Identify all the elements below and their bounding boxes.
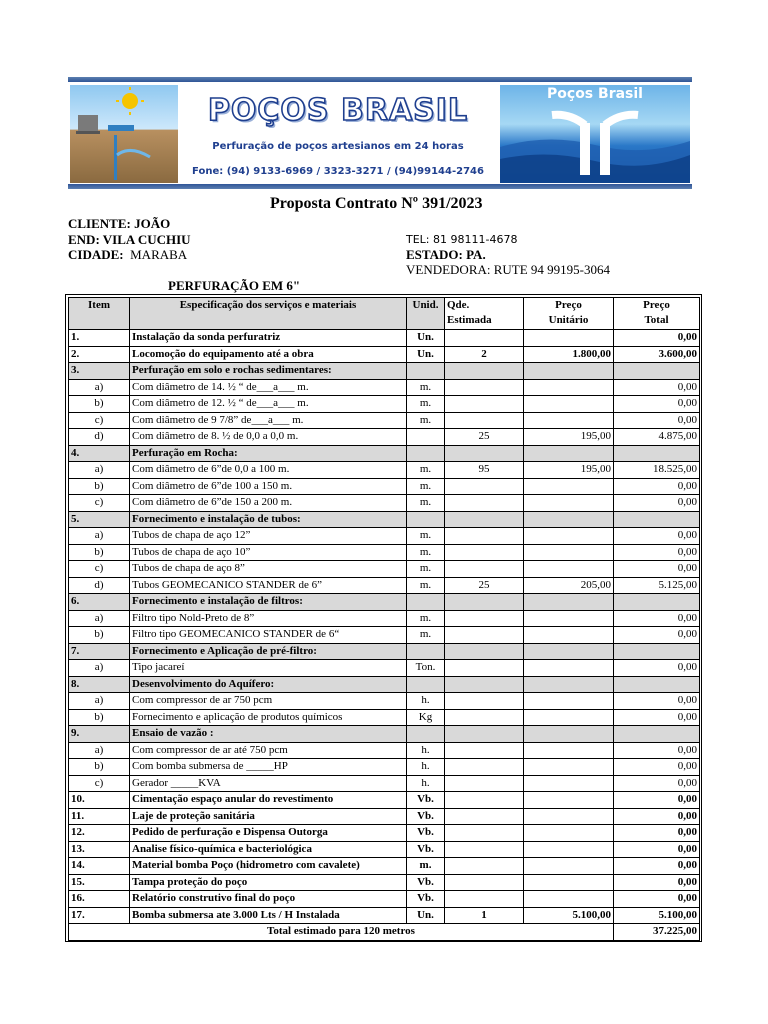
table-section-row: [69, 792, 700, 809]
row-item-number: 6.: [69, 594, 130, 611]
row-unit-price: [524, 610, 614, 627]
table-row: [69, 775, 700, 792]
client-city-value: MARABA: [130, 247, 188, 262]
row-unit: [407, 429, 445, 446]
table-row: [69, 709, 700, 726]
total-label: Total estimado para 120 metros: [69, 924, 614, 941]
row-item-number: b): [69, 544, 130, 561]
row-unit-price: [524, 825, 614, 842]
well-rig-icon: [70, 85, 178, 183]
table-row: [69, 627, 700, 644]
row-quantity: [445, 775, 524, 792]
row-unit-price: [524, 891, 614, 908]
row-quantity: [445, 858, 524, 875]
row-total-price: 0,00: [614, 610, 700, 627]
row-unit-price: [524, 742, 614, 759]
row-unit: Vb.: [407, 841, 445, 858]
row-total-price: 0,00: [614, 396, 700, 413]
row-item-number: a): [69, 660, 130, 677]
col-header-qty-line2: Estimada: [447, 314, 492, 326]
row-unit-price: [524, 594, 614, 611]
table-section-row: [69, 676, 700, 693]
row-unit-price: [524, 330, 614, 347]
table-row: [69, 412, 700, 429]
row-item-number: a): [69, 693, 130, 710]
row-unit: m.: [407, 495, 445, 512]
row-unit: [407, 726, 445, 743]
table-row: [69, 429, 700, 446]
row-item-number: b): [69, 627, 130, 644]
row-unit-price: [524, 676, 614, 693]
row-total-price: 0,00: [614, 742, 700, 759]
table-section-row: [69, 594, 700, 611]
col-header-unid: Unid.: [407, 298, 445, 330]
row-unit-price: [524, 660, 614, 677]
row-quantity: [445, 363, 524, 380]
col-header-qty-line1: Qde.: [447, 299, 470, 311]
row-description: Perfuração em Rocha:: [130, 445, 407, 462]
row-description: Tubos de chapa de aço 10”: [130, 544, 407, 561]
row-unit: Kg: [407, 709, 445, 726]
row-item-number: d): [69, 577, 130, 594]
table-section-row: [69, 643, 700, 660]
brand-logo-panel: [500, 85, 690, 183]
row-total-price: 0,00: [614, 775, 700, 792]
row-unit-price: [524, 627, 614, 644]
table-row: [69, 742, 700, 759]
row-quantity: 95: [445, 462, 524, 479]
row-item-number: 11.: [69, 808, 130, 825]
row-description: Tubos GEOMECANICO STANDER de 6”: [130, 577, 407, 594]
row-item-number: c): [69, 495, 130, 512]
row-description: Com compressor de ar 750 pcm: [130, 693, 407, 710]
table-row: [69, 528, 700, 545]
row-quantity: 25: [445, 577, 524, 594]
row-unit-price: [524, 841, 614, 858]
row-quantity: [445, 808, 524, 825]
table-section-row: [69, 874, 700, 891]
row-quantity: 25: [445, 429, 524, 446]
row-description: Pedido de perfuração e Dispensa Outorga: [130, 825, 407, 842]
row-unit: [407, 511, 445, 528]
row-description: Com diâmetro de 14. ½ “ de___a___ m.: [130, 379, 407, 396]
row-quantity: [445, 660, 524, 677]
row-item-number: 1.: [69, 330, 130, 347]
row-unit: m.: [407, 412, 445, 429]
row-item-number: a): [69, 379, 130, 396]
table-section-row: [69, 445, 700, 462]
row-item-number: a): [69, 610, 130, 627]
table-section-row: [69, 858, 700, 875]
banner-bottom-bar: [68, 184, 692, 189]
row-unit-price: [524, 495, 614, 512]
table-section-row: [69, 808, 700, 825]
row-description: Cimentação espaço anular do revestimento: [130, 792, 407, 809]
row-unit-price: 5.100,00: [524, 907, 614, 924]
col-header-item: Item: [69, 298, 130, 330]
row-unit-price: [524, 396, 614, 413]
table-header-row: [69, 298, 700, 330]
row-description: Com diâmetro de 12. ½ “ de___a___ m.: [130, 396, 407, 413]
row-description: Com diâmetro de 6”de 100 a 150 m.: [130, 478, 407, 495]
row-total-price: [614, 676, 700, 693]
row-item-number: c): [69, 561, 130, 578]
row-description: Gerador _____KVA: [130, 775, 407, 792]
row-unit: h.: [407, 759, 445, 776]
row-quantity: [445, 891, 524, 908]
row-unit-price: [524, 412, 614, 429]
row-quantity: [445, 396, 524, 413]
row-unit: m.: [407, 396, 445, 413]
row-item-number: 5.: [69, 511, 130, 528]
row-unit-price: 195,00: [524, 462, 614, 479]
banner-center: [180, 85, 496, 183]
row-total-price: 0,00: [614, 891, 700, 908]
row-unit-price: [524, 874, 614, 891]
table-row: [69, 396, 700, 413]
row-total-price: 4.875,00: [614, 429, 700, 446]
row-unit-price: [524, 511, 614, 528]
table-section-row: [69, 891, 700, 908]
row-quantity: [445, 594, 524, 611]
row-unit: m.: [407, 478, 445, 495]
row-description: Instalação da sonda perfuratriz: [130, 330, 407, 347]
row-quantity: [445, 709, 524, 726]
row-item-number: 17.: [69, 907, 130, 924]
row-description: Ensaio de vazão :: [130, 726, 407, 743]
row-description: Bomba submersa ate 3.000 Lts / H Instalada: [130, 907, 407, 924]
row-unit: Vb.: [407, 874, 445, 891]
row-total-price: 0,00: [614, 709, 700, 726]
row-item-number: a): [69, 462, 130, 479]
table-section-row: [69, 330, 700, 347]
row-description: Com bomba submersa de _____HP: [130, 759, 407, 776]
table-row: [69, 693, 700, 710]
brand-logo-title: Poços Brasil: [547, 86, 643, 102]
row-unit: Un.: [407, 907, 445, 924]
row-unit-price: 195,00: [524, 429, 614, 446]
table-row: [69, 544, 700, 561]
row-total-price: 0,00: [614, 792, 700, 809]
table-section-row: [69, 841, 700, 858]
row-total-price: [614, 726, 700, 743]
row-description: Tubos de chapa de aço 8”: [130, 561, 407, 578]
row-item-number: b): [69, 396, 130, 413]
table-row: [69, 462, 700, 479]
table-row: [69, 577, 700, 594]
row-quantity: [445, 759, 524, 776]
row-description: Relatório construtivo final do poço: [130, 891, 407, 908]
row-item-number: a): [69, 528, 130, 545]
row-item-number: 9.: [69, 726, 130, 743]
row-item-number: a): [69, 742, 130, 759]
table-row: [69, 610, 700, 627]
row-unit-price: [524, 561, 614, 578]
row-unit: [407, 363, 445, 380]
col-header-spec: Especificação dos serviços e materiais: [130, 298, 407, 330]
row-unit: h.: [407, 693, 445, 710]
table-row: [69, 379, 700, 396]
row-description: Tubos de chapa de aço 12”: [130, 528, 407, 545]
row-item-number: 8.: [69, 676, 130, 693]
row-quantity: [445, 478, 524, 495]
row-unit-price: [524, 775, 614, 792]
row-total-price: 0,00: [614, 379, 700, 396]
row-total-price: 0,00: [614, 874, 700, 891]
pipe-logo-icon: [500, 85, 690, 183]
row-quantity: [445, 693, 524, 710]
table-row: [69, 561, 700, 578]
row-unit-price: [524, 759, 614, 776]
row-total-price: 0,00: [614, 330, 700, 347]
row-unit: m.: [407, 561, 445, 578]
client-city-label: CIDADE:: [68, 247, 124, 262]
drilling-section-title: PERFURAÇÃO EM 6": [168, 278, 301, 293]
table-section-row: [69, 825, 700, 842]
row-unit: m.: [407, 544, 445, 561]
row-unit: [407, 676, 445, 693]
row-description: Material bomba Poço (hidrometro com cavalete): [130, 858, 407, 875]
row-unit: h.: [407, 775, 445, 792]
row-unit: m.: [407, 610, 445, 627]
col-header-total-line2: Total: [644, 314, 669, 326]
row-total-price: [614, 643, 700, 660]
row-description: Com diâmetro de 8. ½ de 0,0 a 0,0 m.: [130, 429, 407, 446]
row-quantity: [445, 330, 524, 347]
row-description: Com diâmetro de 6”de 150 a 200 m.: [130, 495, 407, 512]
row-quantity: [445, 544, 524, 561]
banner-top-bar: [68, 77, 692, 82]
client-phone: TEL: 81 98111-4678: [406, 233, 518, 246]
row-description: Locomoção do equipamento até a obra: [130, 346, 407, 363]
row-description: Com diâmetro de 9 7/8” de___a___ m.: [130, 412, 407, 429]
row-description: Perfuração em solo e rochas sedimentares:: [130, 363, 407, 380]
row-unit: Vb.: [407, 891, 445, 908]
row-quantity: 2: [445, 346, 524, 363]
row-unit-price: [524, 726, 614, 743]
row-item-number: 13.: [69, 841, 130, 858]
row-description: Analise físico-química e bacteriológica: [130, 841, 407, 858]
row-description: Laje de proteção sanitária: [130, 808, 407, 825]
row-unit: [407, 643, 445, 660]
row-item-number: 15.: [69, 874, 130, 891]
row-item-number: c): [69, 412, 130, 429]
col-header-unit-price: [524, 298, 614, 330]
row-total-price: 0,00: [614, 544, 700, 561]
row-item-number: b): [69, 478, 130, 495]
row-unit-price: [524, 445, 614, 462]
table-section-row: [69, 726, 700, 743]
proposal-title: Proposta Contrato Nº 391/2023: [270, 195, 483, 212]
row-total-price: 0,00: [614, 495, 700, 512]
row-description: Com compressor de ar até 750 pcm: [130, 742, 407, 759]
row-item-number: d): [69, 429, 130, 446]
row-quantity: [445, 742, 524, 759]
row-quantity: 1: [445, 907, 524, 924]
row-total-price: 5.100,00: [614, 907, 700, 924]
row-total-price: 0,00: [614, 693, 700, 710]
row-description: Fornecimento e Aplicação de pré-filtro:: [130, 643, 407, 660]
row-unit: m.: [407, 858, 445, 875]
row-unit-price: [524, 544, 614, 561]
row-quantity: [445, 511, 524, 528]
row-total-price: 0,00: [614, 528, 700, 545]
row-description: Fornecimento e instalação de tubos:: [130, 511, 407, 528]
well-drilling-illustration: [70, 85, 178, 183]
row-unit: Un.: [407, 330, 445, 347]
row-description: Com diâmetro de 6”de 0,0 a 100 m.: [130, 462, 407, 479]
row-unit: Vb.: [407, 825, 445, 842]
row-total-price: 0,00: [614, 660, 700, 677]
row-total-price: 0,00: [614, 858, 700, 875]
row-unit-price: [524, 363, 614, 380]
client-city: [68, 247, 187, 263]
table-total-row: [69, 924, 700, 941]
row-total-price: 18.525,00: [614, 462, 700, 479]
grand-total: 37.225,00: [614, 924, 700, 941]
row-quantity: [445, 561, 524, 578]
row-quantity: [445, 841, 524, 858]
row-item-number: b): [69, 709, 130, 726]
row-description: Fornecimento e instalação de filtros:: [130, 594, 407, 611]
row-total-price: 0,00: [614, 808, 700, 825]
row-total-price: 0,00: [614, 627, 700, 644]
seller-info: VENDEDORA: RUTE 94 99195-3064: [406, 262, 611, 277]
row-quantity: [445, 643, 524, 660]
row-unit: m.: [407, 627, 445, 644]
row-quantity: [445, 676, 524, 693]
row-unit-price: [524, 808, 614, 825]
row-description: Filtro tipo GEOMECANICO STANDER de 6“: [130, 627, 407, 644]
row-quantity: [445, 726, 524, 743]
row-unit-price: [524, 709, 614, 726]
row-unit-price: [524, 643, 614, 660]
client-address: END: VILA CUCHIU: [68, 232, 191, 247]
row-quantity: [445, 825, 524, 842]
row-description: Tipo jacareí: [130, 660, 407, 677]
row-total-price: 5.125,00: [614, 577, 700, 594]
row-item-number: 4.: [69, 445, 130, 462]
row-item-number: 12.: [69, 825, 130, 842]
table-section-row: [69, 907, 700, 924]
col-header-total-price: [614, 298, 700, 330]
row-unit-price: [524, 792, 614, 809]
row-unit: m.: [407, 462, 445, 479]
row-total-price: 3.600,00: [614, 346, 700, 363]
row-total-price: 0,00: [614, 561, 700, 578]
proposal-table-frame: [65, 294, 702, 942]
row-total-price: 0,00: [614, 478, 700, 495]
header-banner: [68, 77, 692, 189]
row-quantity: [445, 495, 524, 512]
row-item-number: b): [69, 759, 130, 776]
brand-phones: Fone: (94) 9133-6969 / 3323-3271 / (94)99144-2746: [192, 166, 484, 177]
row-quantity: [445, 412, 524, 429]
row-unit-price: 1.800,00: [524, 346, 614, 363]
row-unit: m.: [407, 379, 445, 396]
row-unit: m.: [407, 577, 445, 594]
col-header-unit-line1: Preço: [555, 299, 582, 311]
row-item-number: 7.: [69, 643, 130, 660]
row-total-price: 0,00: [614, 825, 700, 842]
row-unit: Un.: [407, 346, 445, 363]
row-total-price: 0,00: [614, 412, 700, 429]
row-item-number: 16.: [69, 891, 130, 908]
row-quantity: [445, 379, 524, 396]
table-section-row: [69, 363, 700, 380]
row-quantity: [445, 627, 524, 644]
row-total-price: 0,00: [614, 841, 700, 858]
row-total-price: 0,00: [614, 759, 700, 776]
table-section-row: [69, 346, 700, 363]
col-header-qty: [445, 298, 524, 330]
row-total-price: [614, 445, 700, 462]
client-name: CLIENTE: JOÃO: [68, 216, 171, 231]
client-state: ESTADO: PA.: [406, 247, 486, 262]
table-section-row: [69, 511, 700, 528]
row-quantity: [445, 792, 524, 809]
row-description: Tampa proteção do poço: [130, 874, 407, 891]
row-description: Fornecimento e aplicação de produtos químicos: [130, 709, 407, 726]
row-unit-price: [524, 858, 614, 875]
col-header-unit-line2: Unitário: [548, 314, 589, 326]
brand-name: POÇOS BRASIL: [207, 93, 469, 128]
row-unit: Vb.: [407, 808, 445, 825]
table-row: [69, 660, 700, 677]
row-item-number: 14.: [69, 858, 130, 875]
brand-slogan: Perfuração de poços artesianos em 24 horas: [212, 141, 464, 152]
row-item-number: 10.: [69, 792, 130, 809]
row-unit: Ton.: [407, 660, 445, 677]
row-item-number: 2.: [69, 346, 130, 363]
col-header-total-line1: Preço: [643, 299, 670, 311]
row-unit-price: [524, 693, 614, 710]
table-row: [69, 495, 700, 512]
row-unit-price: [524, 379, 614, 396]
row-quantity: [445, 528, 524, 545]
row-quantity: [445, 874, 524, 891]
row-unit: Vb.: [407, 792, 445, 809]
row-unit: m.: [407, 528, 445, 545]
row-unit: [407, 445, 445, 462]
row-unit-price: [524, 478, 614, 495]
table-row: [69, 478, 700, 495]
table-body: [69, 330, 700, 924]
row-item-number: c): [69, 775, 130, 792]
row-quantity: [445, 610, 524, 627]
proposal-table: [68, 297, 700, 941]
row-unit: [407, 594, 445, 611]
row-item-number: 3.: [69, 363, 130, 380]
row-quantity: [445, 445, 524, 462]
row-description: Desenvolvimento do Aquífero:: [130, 676, 407, 693]
row-description: Filtro tipo Nold-Preto de 8”: [130, 610, 407, 627]
row-total-price: [614, 511, 700, 528]
row-unit-price: [524, 528, 614, 545]
table-row: [69, 759, 700, 776]
row-total-price: [614, 363, 700, 380]
row-unit: h.: [407, 742, 445, 759]
row-total-price: [614, 594, 700, 611]
row-unit-price: 205,00: [524, 577, 614, 594]
